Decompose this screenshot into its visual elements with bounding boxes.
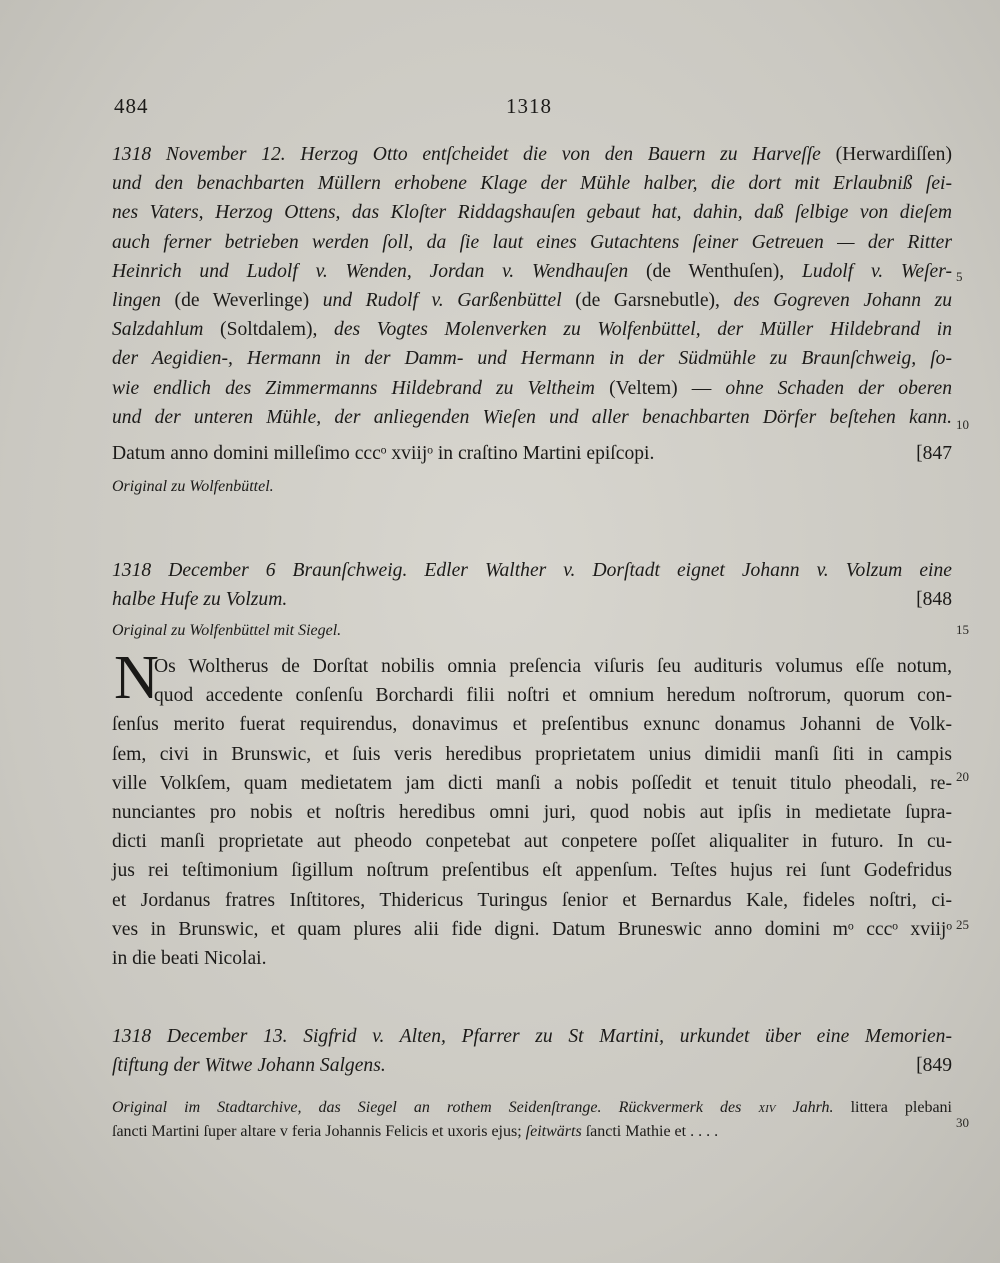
- text-run: Ludolf v. Weſer-: [802, 260, 953, 282]
- entry-847-line: [112, 403, 952, 432]
- entry-847-number: [847: [916, 443, 952, 464]
- charter-line: nunciantes pro nobis et noſtris heredibus omni juri, quod nobis aut ipſis in medietate ſupra-: [112, 801, 952, 823]
- text-run: (de Garsnebutle),: [575, 289, 734, 311]
- margin-line-number: 20: [956, 769, 969, 784]
- charter-line: Os Woltherus de Dorſtat nobilis omnia preſencia viſuris ſeu audituris volumus eſſe notum,: [154, 656, 952, 677]
- text-run: und den benachbarten Müllern erhobene Klage der Mühle halber, die dort mit Erlaubniß ſei-: [112, 173, 952, 195]
- charter-line: in die beati Nicolai.: [112, 947, 267, 969]
- text-run: Heinrich und Ludolf v. Wenden, Jordan v. Wendhauſen: [112, 260, 646, 282]
- text-run: wie endlich des Zimmermanns Hildebrand zu Veltheim: [112, 377, 610, 399]
- running-head-year: 1318: [506, 94, 552, 118]
- text-run: (Veltem) —: [609, 377, 726, 399]
- entry-847-line: [112, 198, 952, 227]
- text-run: Salzdahlum: [112, 319, 221, 341]
- page-number: 484: [114, 94, 149, 118]
- text-run: (de Wenthuſen),: [645, 260, 802, 282]
- text-run: auch ferner betrieben werden ſoll, da ſie laut eines Gutachtens ſeiner Getreuen — der Ritter: [112, 231, 952, 253]
- entry-849-source: [112, 1096, 952, 1144]
- entry-848-number: [848: [916, 589, 952, 610]
- entry-847-line: [112, 374, 952, 403]
- entry-847-dating: Datum anno domini milleſimo cccᵒ xviijᵒ in craſtino Martini epiſcopi.: [112, 443, 655, 464]
- entry-847-dating-row: [112, 441, 952, 467]
- margin-line-number: 5: [956, 269, 963, 284]
- entry-849-source-line1: [112, 1096, 952, 1120]
- entry-847-line: [112, 140, 952, 169]
- text-run: des Vogtes Molenverken zu Wolfenbüttel, der Müller Hildebrand in: [334, 319, 952, 341]
- text-run: des Gogreven Johann zu: [733, 289, 952, 311]
- entry-848-source: Original zu Wolfenbüttel mit Siegel.: [112, 622, 342, 639]
- entry-849-heading: [112, 1022, 952, 1080]
- margin-line-number: 30: [956, 1115, 969, 1130]
- charter-line: quod accedente conſenſu Borchardi filii noſtri et omnium heredum noſtrorum, quorum con-: [154, 685, 952, 707]
- margin-line-number: 25: [956, 917, 969, 932]
- entry-849-number: [849: [916, 1055, 952, 1076]
- entry-847-line: [112, 228, 952, 257]
- entry-848-charter-text: [112, 644, 952, 973]
- text-run: der Aegidien-, Hermann in der Damm- und Hermann in der Südmühle zu Braunſchweig, ſo-: [112, 348, 952, 370]
- text-run: und Rudolf v. Garßenbüttel: [322, 289, 576, 311]
- entry-849-source-line2: [112, 1120, 952, 1144]
- entry-847-line: [112, 286, 952, 315]
- charter-line: ſenſus merito fuerat requirendus, donavimus et preſentibus exnunc donamus Johanni de Volk-: [112, 714, 952, 736]
- text-run: nes Vaters, Herzog Ottens, das Kloſter Riddagshauſen gebaut hat, dahin, daß ſelbige von dieſem: [112, 202, 952, 224]
- charter-line: ſem, civi in Brunswic, et ſuis veris heredibus proprietatem unius dimidii manſi ſiti in campis: [112, 743, 952, 765]
- text-run: (Soltdalem),: [220, 319, 335, 341]
- entry-848-heading: [112, 556, 952, 614]
- text-run: (de Weverlinge): [174, 289, 323, 311]
- text-run: xiv: [758, 1099, 776, 1116]
- charter-line: dicti manſi proprietate aut pheodo conpetebat aut conpetere poſſet aliqualiter in futuro. In cu-: [112, 831, 952, 853]
- entry-847-line: [112, 315, 952, 344]
- charter-line: ves in Brunswic, et quam plures alii fide digni. Datum Bruneswic anno domini mᵒ cccᵒ xviijᵒ: [112, 918, 952, 940]
- entry-847: [112, 140, 952, 432]
- text-run: ſeitwärts: [525, 1123, 586, 1140]
- charter-line: ville Volkſem, quam medietatem jam dicti manſi a nobis poſſedit et tenuit titulo pheodali, re-: [112, 772, 952, 794]
- text-run: ſancti Martini ſuper altare v feria Johannis Felicis et uxoris ejus;: [112, 1123, 526, 1140]
- text-run: ſancti Mathie et . . . .: [585, 1123, 719, 1140]
- charter-line: jus rei teſtimonium ſigillum noſtrum preſentibus eſt appenſum. Teſtes hujus rei ſunt Godefridus: [112, 860, 952, 882]
- text-run: lingen: [112, 289, 175, 311]
- entry-847-line: [112, 344, 952, 373]
- text-run: ohne Schaden der oberen: [725, 377, 952, 399]
- entry-847-line: [112, 169, 952, 198]
- entry-847-source: Original zu Wolfenbüttel.: [112, 478, 274, 495]
- entry-849-heading-line2: ſtiftung der Witwe Johann Salgens.: [112, 1055, 386, 1076]
- entry-849-heading-line1: 1318 December 13. Sigfrid v. Alten, Pfarrer zu St Martini, urkundet über eine Memorien-: [112, 1026, 952, 1047]
- entry-847-line: [112, 257, 952, 286]
- text-run: Jahrh.: [775, 1099, 851, 1116]
- charter-line: et Jordanus fratres Inſtitores, Thidericus Turingus ſenior et Bernardus Kale, fideles noſtri, ci-: [112, 889, 952, 911]
- entry-848-heading-line1: 1318 December 6 Braunſchweig. Edler Walther v. Dorſtadt eignet Johann v. Volzum eine: [112, 560, 952, 581]
- entry-848-heading-line2: halbe Hufe zu Volzum.: [112, 589, 288, 610]
- text-run: (Herwardiſſen): [835, 144, 952, 165]
- margin-line-number: 15: [956, 622, 969, 637]
- drop-cap-initial: N: [114, 644, 159, 712]
- margin-line-number: 10: [956, 417, 969, 432]
- text-run: Original im Stadtarchive, das Siegel an rothem Seidenſtrange. Rückvermerk des: [112, 1099, 759, 1116]
- text-run: 1318 November 12. Herzog Otto entſcheidet die von den Bauern zu Harveſſe: [112, 144, 836, 165]
- text-run: littera plebani: [850, 1099, 952, 1116]
- text-run: und der unteren Mühle, der anliegenden Wieſen und aller benachbarten Dörfer beſtehen kann.: [112, 406, 952, 428]
